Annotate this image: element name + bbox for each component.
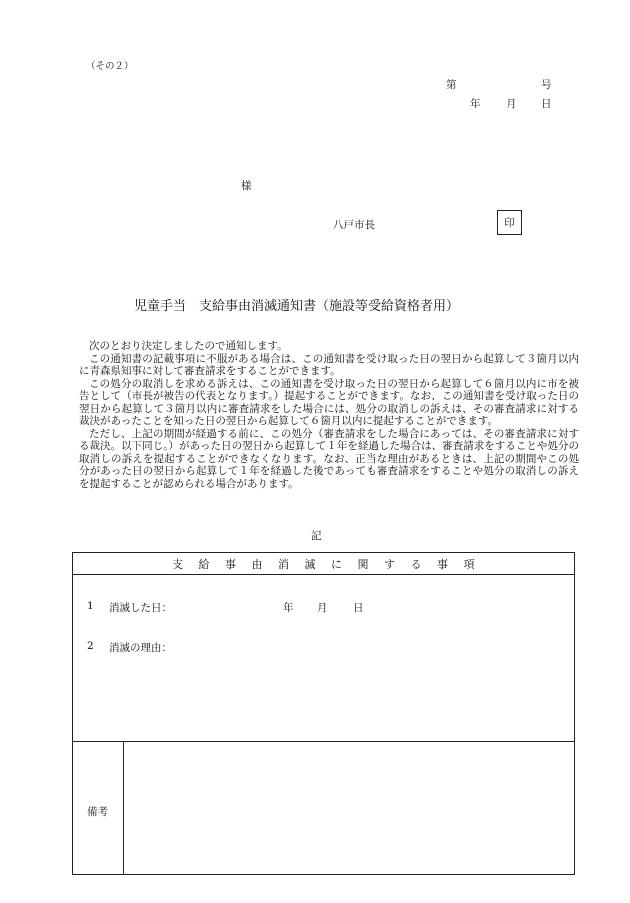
ki-heading: 記 xyxy=(311,530,322,542)
item-1-day: 日 xyxy=(353,602,364,614)
remarks-label: 備考 xyxy=(87,806,108,818)
item-2-number: 2 xyxy=(87,640,94,652)
remarks-divider xyxy=(73,741,574,742)
doc-number-suffix: 号 xyxy=(541,79,552,91)
form-number: （その２） xyxy=(86,61,134,72)
date-day: 日 xyxy=(541,98,552,110)
body-paragraph-4: ただし、上記の期間が経過する前に、この処分（審査請求をした場合にあっては、その審査請求に対する裁決。以下同じ。）があった日の翌日から起算して１年を経過した場合は、審査請求をすることや処分の取消しの訴えを提起することができなくなります。なお、正当な理由があるときは、上記の期間やこの処分があった日の翌日から起算して１年を経過した後であっても審査請求をすることや処分の取消しの訴えを提起することが認められる場合があります。 xyxy=(79,427,579,490)
item-1-label: 消滅した日： xyxy=(109,602,172,614)
item-1-month: 月 xyxy=(317,602,328,614)
recipient-honorific: 様 xyxy=(241,180,252,192)
item-1-year: 年 xyxy=(283,602,294,614)
seal-box: 印 xyxy=(497,210,522,235)
body-paragraph-2: この通知書の記載事項に不服がある場合は、この通知書を受け取った日の翌日から起算して３箇月以内に青森県知事に対して審査請求をすることができます。 xyxy=(79,352,579,377)
body-paragraph-3: この処分の取消しを求める訴えは、この通知書を受け取った日の翌日から起算して６箇月以内に市を被告として（市長が被告の代表となります。）提起することができます。なお、この通知書を受け取った日の翌日から起算して３箇月以内に審査請求をした場合には、処分の取消しの訴えは、その審査請求に対する裁決があったことを知った日の翌日から起算して６箇月以内に提起することができます。 xyxy=(79,377,579,427)
details-table xyxy=(72,552,575,875)
sender-name: 八戸市長 xyxy=(333,219,375,231)
document-title: 児童手当 支給事由消滅通知書（施設等受給資格者用） xyxy=(134,299,460,314)
date-year: 年 xyxy=(470,98,481,110)
table-header: 支給事由消滅に関する事項 xyxy=(73,553,574,575)
remarks-column-divider xyxy=(123,741,124,874)
date-month: 月 xyxy=(506,98,517,110)
notice-body xyxy=(79,340,579,490)
item-1-number: 1 xyxy=(87,600,94,612)
body-paragraph-1: 次のとおり決定しましたので通知します。 xyxy=(89,340,288,352)
item-2-label: 消滅の理由： xyxy=(109,642,172,654)
doc-number-prefix: 第 xyxy=(446,79,457,91)
